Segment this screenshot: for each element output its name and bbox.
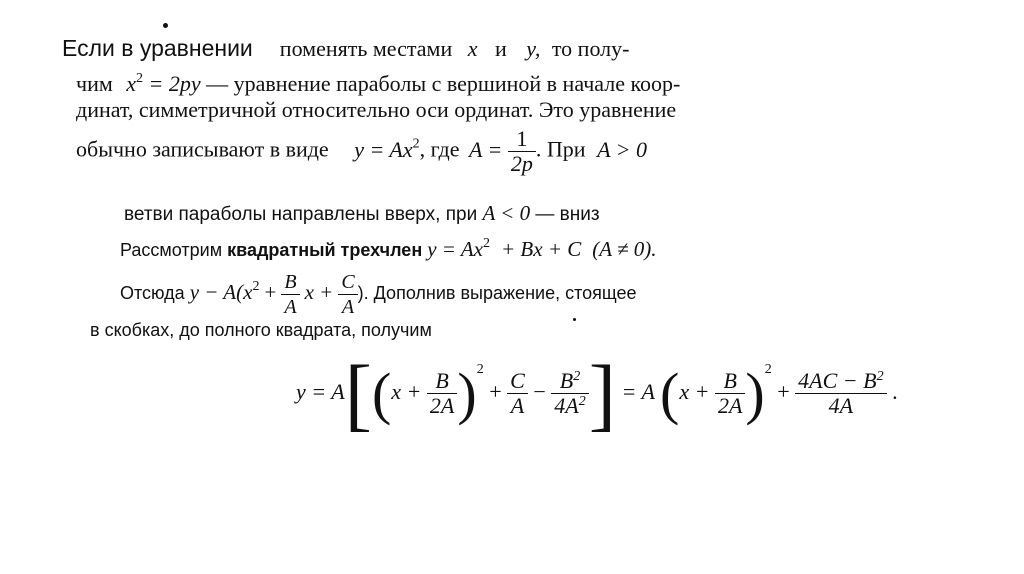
fraction-numerator: B — [281, 270, 299, 295]
text-line-5 — [124, 199, 600, 229]
left-paren: ( — [660, 360, 680, 426]
math-exponent: 2 — [578, 394, 586, 410]
fraction-denominator: A — [341, 295, 355, 318]
math-exponent: 2 — [482, 236, 490, 251]
fraction-denominator: 2A — [717, 393, 743, 419]
fraction-numerator: C — [507, 369, 528, 394]
fraction-numerator-base: B — [559, 368, 574, 394]
fraction-b-over-2a — [715, 369, 745, 418]
fraction-numerator: B — [715, 369, 745, 394]
fraction-c-over-a — [507, 369, 528, 418]
text-fragment: и — [495, 36, 507, 61]
ink-speck — [163, 23, 168, 28]
math-expression: x + — [391, 379, 422, 404]
ink-speck — [573, 318, 576, 321]
right-paren: ) — [457, 360, 477, 426]
text-fragment: то полу- — [551, 36, 630, 61]
text-line-3 — [76, 96, 676, 124]
right-paren: ) — [745, 360, 765, 426]
right-bracket: ] — [588, 347, 616, 439]
fraction-discriminant-over-4a — [795, 369, 886, 418]
text-line-8 — [90, 316, 432, 344]
left-paren: ( — [371, 360, 392, 426]
math-expression: A = — [469, 136, 503, 162]
fraction-denominator — [551, 394, 588, 418]
math-operator: − — [533, 379, 546, 404]
math-exponent: 2 — [412, 136, 420, 152]
fraction-numerator: C — [338, 270, 357, 295]
fraction-numerator-base: 4AC − B — [798, 368, 877, 394]
text-fragment: ветви параболы направлены вверх, при — [124, 204, 478, 225]
completed-square-formula — [296, 347, 898, 439]
math-operator: + — [777, 379, 790, 404]
left-bracket: [ — [344, 347, 372, 439]
fraction-1-over-2p — [508, 127, 536, 176]
math-expression: y = Ax — [354, 136, 413, 162]
text-line-7 — [120, 268, 637, 319]
text-fragment: обычно записывают в виде — [76, 136, 329, 162]
text-line-1 — [62, 34, 629, 63]
text-fragment: чим — [76, 71, 113, 96]
fraction-denominator: A — [510, 393, 525, 419]
fraction-numerator — [795, 369, 886, 394]
fraction-denominator: A — [284, 295, 297, 318]
fraction-b-over-a — [281, 270, 299, 319]
text-line-2 — [76, 70, 680, 98]
fraction-denominator: 4A — [828, 393, 854, 419]
text-fragment: — уравнение параболы с вершиной в начале коор- — [206, 71, 681, 96]
math-exponent: 2 — [252, 279, 260, 294]
fraction-numerator: 1 — [508, 127, 536, 152]
bold-term: квадратный трехчлен — [227, 240, 423, 260]
math-expression: + Bx + C — [501, 237, 582, 261]
text-fragment: Рассмотрим — [120, 240, 223, 260]
text-fragment: Отсюда — [120, 283, 185, 303]
fraction-denominator: 2A — [429, 393, 455, 419]
text-fragment: динат, симметричной относительно оси ординат. Это уравнение — [76, 97, 677, 122]
math-expression: (A ≠ 0). — [592, 237, 657, 261]
math-operator: + — [489, 379, 502, 404]
math-exponent: 2 — [764, 362, 772, 377]
math-operator: + — [264, 280, 277, 304]
math-var: x — [126, 71, 137, 96]
math-expression: A < 0 — [482, 201, 531, 225]
text-fragment: — вниз — [535, 204, 600, 225]
math-expression: y − A(x — [189, 280, 253, 304]
text-line-4 — [76, 127, 647, 176]
math-exponent: 2 — [573, 369, 581, 385]
fraction-denominator: 2p — [510, 151, 533, 176]
fraction-c-over-a — [338, 270, 357, 319]
text-fragment: в скобках, до полного квадрата, получим — [90, 320, 432, 340]
math-var: x — [467, 36, 478, 61]
fraction-b-over-2a — [427, 369, 457, 418]
math-exponent: 2 — [136, 71, 144, 86]
math-expression: x + — [304, 280, 334, 304]
text-fragment: ). Дополнив выражение, стоящее — [357, 283, 637, 303]
math-expression: x + — [679, 379, 710, 404]
math-expression: y = Ax — [427, 237, 483, 261]
math-expression: = A — [621, 379, 655, 404]
math-var: y, — [526, 36, 541, 61]
math-exponent: 2 — [476, 362, 484, 377]
math-expression: = 2py — [148, 71, 201, 96]
fraction-numerator — [551, 369, 588, 394]
fraction-b2-over-4a2 — [551, 369, 588, 418]
period: . — [892, 379, 898, 404]
math-expression: y = A — [296, 379, 345, 404]
math-expression: A > 0 — [597, 136, 647, 162]
text-fragment: . При — [535, 136, 586, 162]
math-exponent: 2 — [876, 369, 884, 385]
text-fragment: , где — [419, 136, 460, 162]
fraction-numerator: B — [427, 369, 457, 394]
fraction-denominator-base: 4A — [554, 393, 579, 419]
text-fragment: Если в уравнении — [62, 35, 253, 61]
text-fragment: поменять местами — [279, 36, 453, 61]
text-line-6 — [120, 235, 656, 264]
